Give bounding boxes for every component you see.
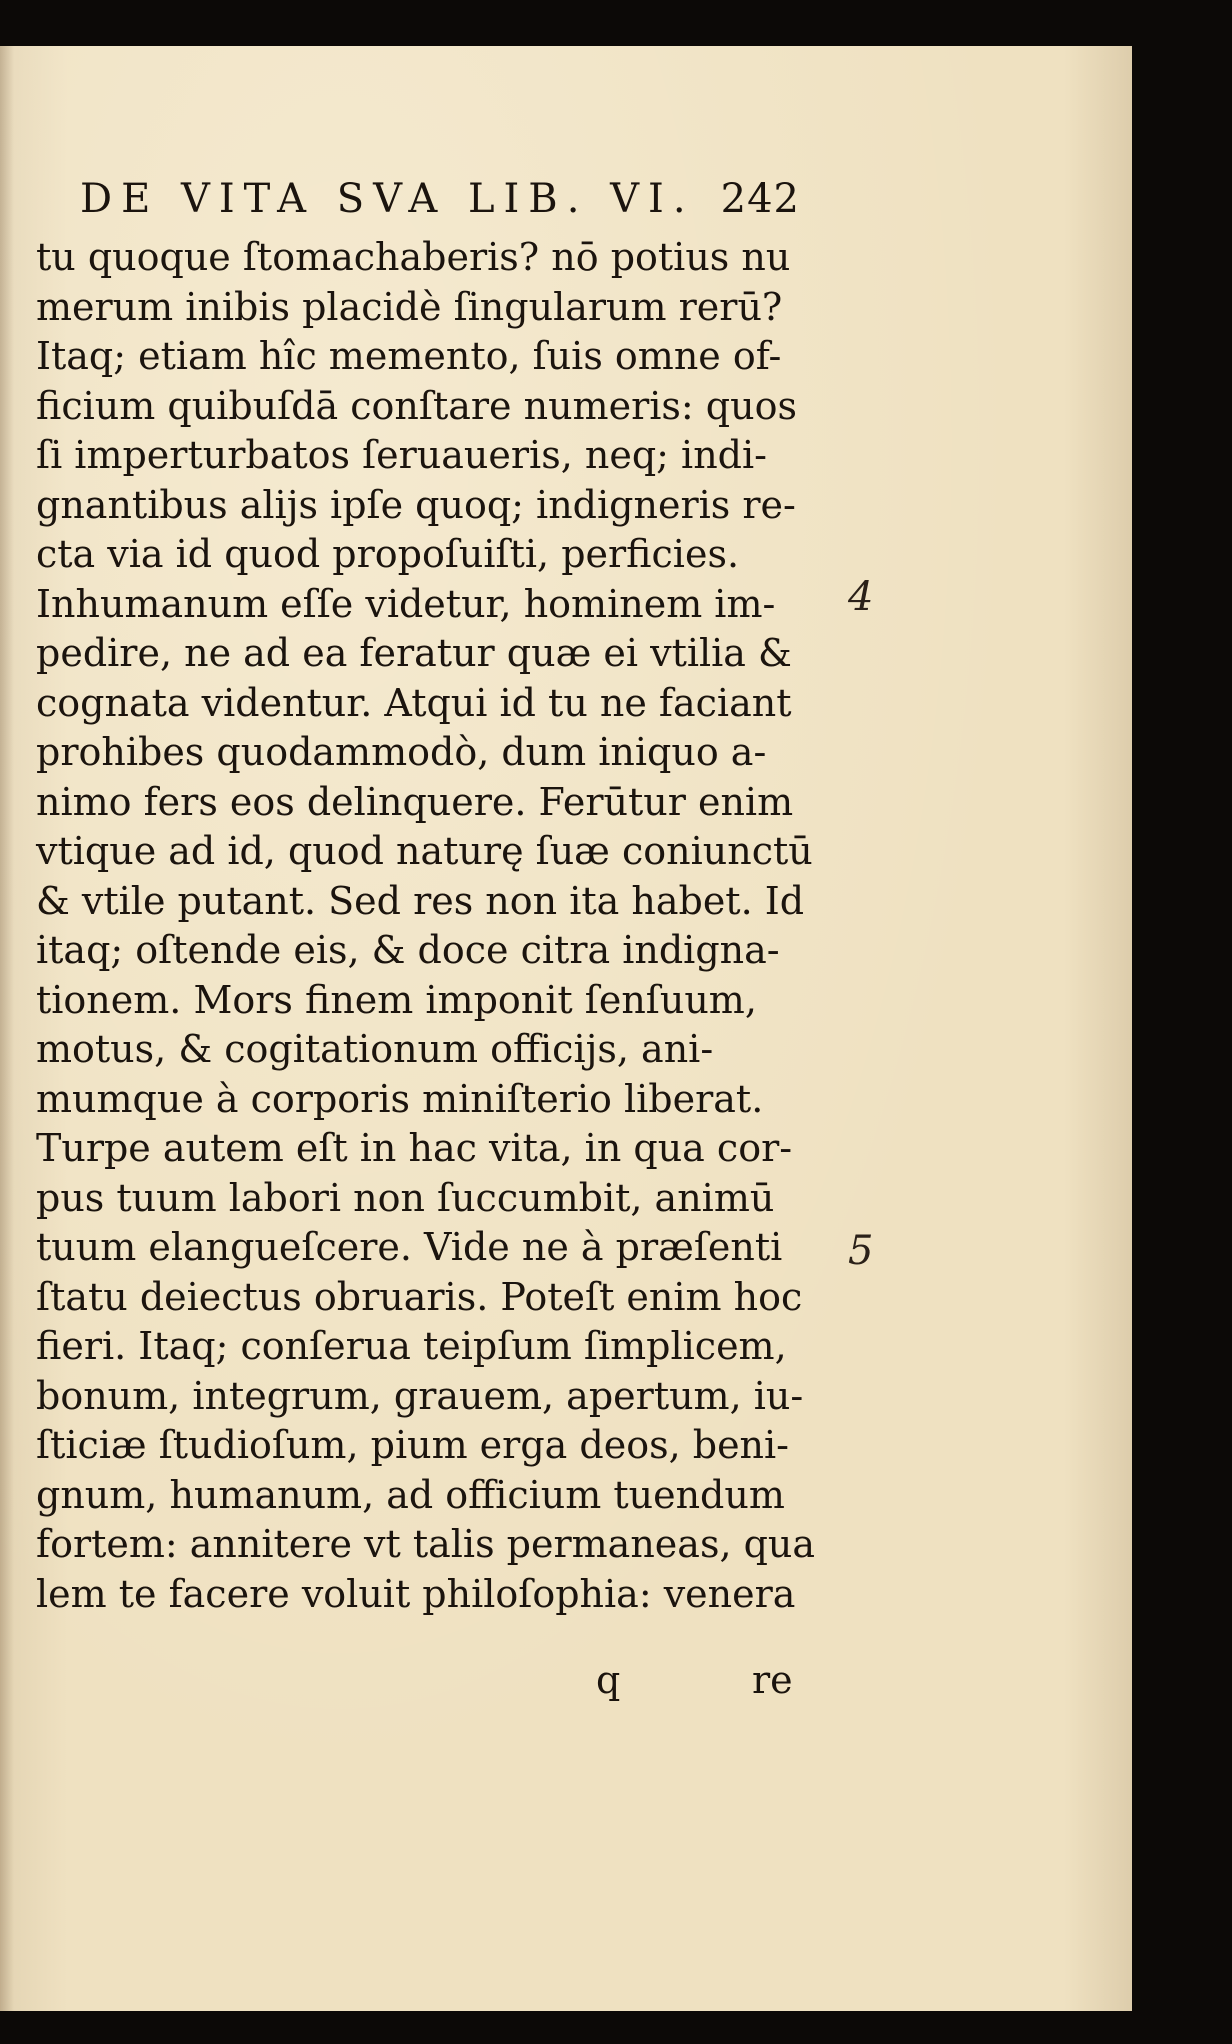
text-line: Inhumanum eſſe videtur, hominem im- bbox=[36, 581, 776, 626]
catchword: re bbox=[752, 1658, 793, 1702]
text-line: fieri. Itaq; conſerua teipſum ſimplicem, bbox=[36, 1324, 787, 1368]
running-head bbox=[80, 176, 800, 222]
text-line: tuum elangueſcere. Vide ne à præſenti bbox=[36, 1225, 783, 1269]
text-line: vtique ad id, quod naturę ſuæ coniunctū bbox=[36, 829, 813, 873]
body-text bbox=[36, 233, 816, 1619]
text-line: ſticiæ ſtudioſum, pium erga deos, beni- bbox=[36, 1423, 790, 1467]
text-line: ſtatu deiectus obruaris. Poteſt enim hoc bbox=[36, 1274, 803, 1319]
text-line: cta via id quod propoſuiſti, perficies. bbox=[36, 532, 740, 576]
text-line: fortem: annitere vt talis permaneas, qua bbox=[36, 1522, 816, 1566]
text-line: merum inibis placidè ſingularum rerū? bbox=[36, 284, 783, 329]
text-line: pus tuum labori non ſuccumbit, animū bbox=[36, 1175, 775, 1220]
signature-mark: q bbox=[596, 1658, 621, 1702]
text-line: prohibes quodammodò, dum iniquo a- bbox=[36, 730, 767, 774]
page-number: 242 bbox=[720, 176, 800, 222]
marginal-number: 4 bbox=[848, 574, 874, 620]
text-line: ſi imperturbatos ſeruaueris, neq; indi- bbox=[36, 433, 767, 477]
text-line: bonum, integrum, grauem, apertum, iu- bbox=[36, 1373, 804, 1418]
text-line: gnum, humanum, ad officium tuendum bbox=[36, 1472, 785, 1517]
text-line: itaq; oſtende eis, & doce citra indigna- bbox=[36, 928, 780, 972]
text-line: & vtile putant. Sed res non ita habet. Id bbox=[36, 878, 805, 923]
book-page bbox=[0, 46, 1132, 2011]
text-line: gnantibus alijs ipſe quoq; indigneris re- bbox=[36, 482, 796, 527]
spine-shadow bbox=[0, 46, 14, 2011]
text-line: mumque à corporis miniſterio liberat. bbox=[36, 1076, 764, 1121]
marginal-number: 5 bbox=[848, 1228, 874, 1274]
text-line: motus, & cogitationum officijs, ani- bbox=[36, 1027, 714, 1071]
text-line: tu quoque ſtomachaberis? nō potius nu bbox=[36, 235, 791, 279]
text-line: nimo fers eos delinquere. Ferūtur enim bbox=[36, 779, 794, 824]
text-line: Turpe autem eſt in hac vita, in qua cor- bbox=[36, 1126, 793, 1170]
text-line: lem te facere voluit philoſophia: venera bbox=[36, 1571, 796, 1616]
running-title: DE VITA SVA LIB. VI. bbox=[80, 176, 695, 222]
text-line: tionem. Mors finem imponit ſenſuum, bbox=[36, 977, 757, 1022]
text-line: ficium quibuſdā conſtare numeris: quos bbox=[36, 383, 797, 428]
text-line: pedire, ne ad ea feratur quæ ei vtilia & bbox=[36, 631, 792, 675]
text-line: cognata videntur. Atqui id tu ne faciant bbox=[36, 680, 792, 725]
text-line: Itaq; etiam hîc memento, ſuis omne of- bbox=[36, 334, 782, 378]
